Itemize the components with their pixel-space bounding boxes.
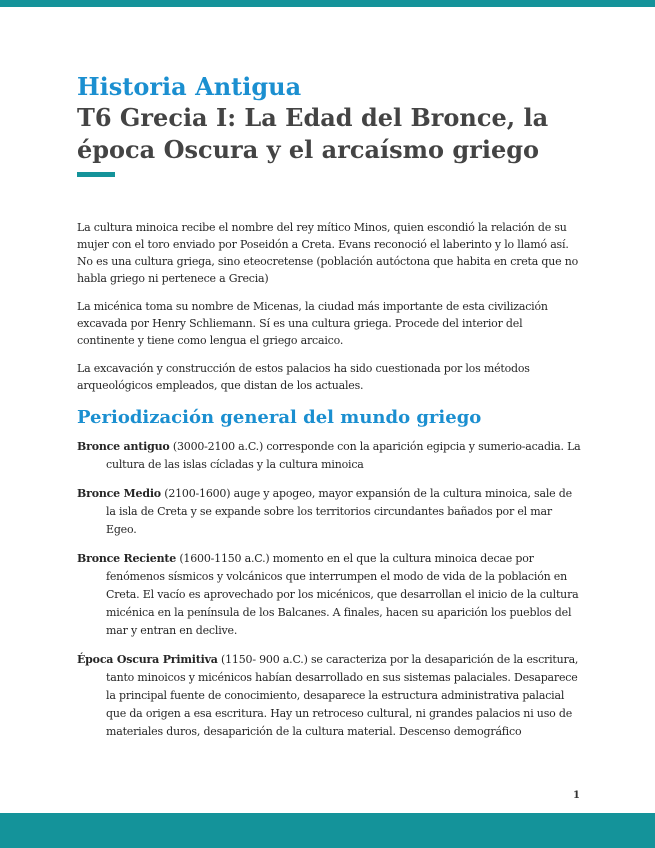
section-heading: Periodización general del mundo griego: [77, 407, 482, 428]
page-title: T6 Grecia I: La Edad del Bronce, la época Oscura y el arcaísmo griego: [77, 103, 549, 164]
intro-paragraph-minoica: La cultura minoica recibe el nombre del rey mítico Minos, quien escondió la relación de su mujer con el toro enviado por Poseidón a Creta. Evans reconoció el laberinto y lo llamó así. No es una cultura griega, sino eteocretense (población autóctona que habita en creta que no habla griego ni pertenece a Grecia): [77, 221, 579, 285]
page-number: 1: [573, 790, 580, 801]
period-term: Bronce antiguo: [77, 440, 170, 453]
period-term: Época Oscura Primitiva: [77, 653, 218, 666]
period-item: [77, 438, 582, 474]
period-item: [77, 485, 582, 539]
period-description: (3000-2100 a.C.) corresponde con la aparición egipcia y sumerio-acadia. La cultura de las islas cícladas y la cultura minoica: [106, 440, 581, 471]
period-item: [77, 550, 582, 640]
top-accent-bar: [0, 0, 655, 7]
document-kicker: Historia Antigua: [77, 72, 302, 101]
period-term: Bronce Reciente: [77, 552, 177, 565]
intro-paragraph-excavacion: La excavación y construcción de estos palacios ha sido cuestionada por los métodos arqueológicos empleados, que distan de los actuales.: [77, 362, 530, 392]
period-description: (1600-1150 a.C.) momento en el que la cultura minoica decae por fenómenos sísmicos y volcánicos que interrumpen el modo de vida de la población en Creta. El vacío es aprovechado por los micénicos, que desarrollan el inicio de la cultura micénica en la península de los Balcanes. A finales, hacen su aparición los pueblos del mar y entran en declive.: [106, 552, 579, 637]
period-item: [77, 651, 582, 741]
title-underline: [77, 172, 115, 177]
period-term: Bronce Medio: [77, 487, 161, 500]
period-description: (1150- 900 a.C.) se caracteriza por la desaparición de la escritura, tanto minoicos y micénicos habían desarrollado en sus sistemas palaciales. Desaparece la principal fuente de conocimiento, desaparece la estructura administrativa palacial que da origen a esa escritura. Hay un retroceso cultural, ni grandes palacios ni uso de materiales duros, desaparición de la cultura material. Descenso demográfico: [106, 653, 579, 738]
bottom-accent-bar: [0, 813, 655, 848]
intro-paragraph-micenica: La micénica toma su nombre de Micenas, la ciudad más importante de esta civilización excavada por Henry Schliemann. Sí es una cultura griega. Procede del interior del continente y tiene como lengua el griego arcaico.: [77, 300, 548, 347]
period-description: (2100-1600) auge y apogeo, mayor expansión de la cultura minoica, sale de la isla de Creta y se expande sobre los territorios circundantes bañados por el mar Egeo.: [106, 487, 572, 536]
page-content: [77, 72, 582, 752]
